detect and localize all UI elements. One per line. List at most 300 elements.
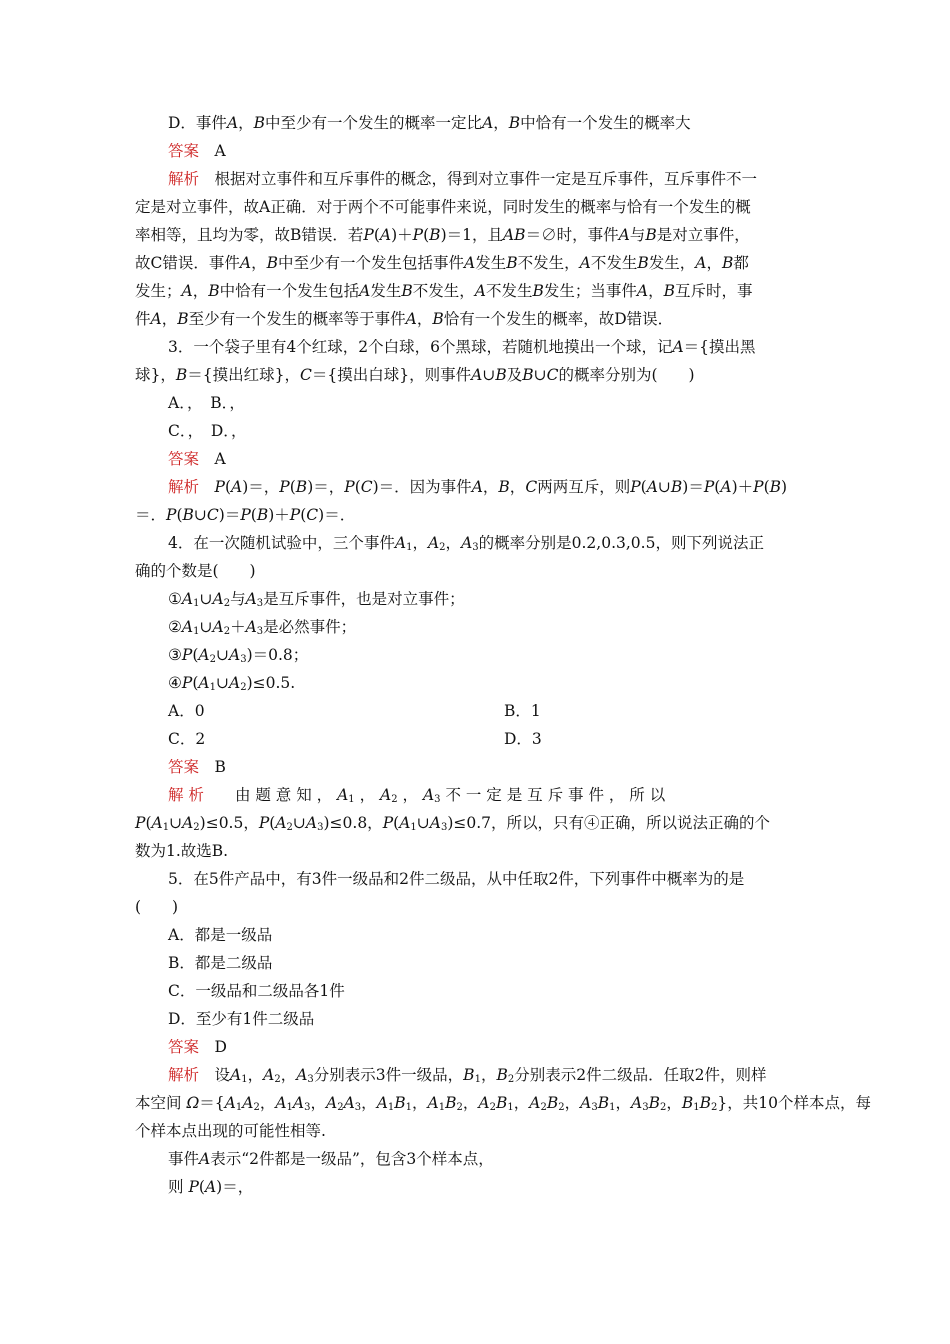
text-span: B: [645, 226, 657, 244]
text-span: 球}，: [135, 366, 176, 384]
text-span: B．1: [504, 702, 541, 720]
text-span: A: [199, 450, 226, 468]
subscript: 2: [286, 822, 293, 833]
text-span: (: [145, 814, 152, 832]
text-span: 发生，: [648, 254, 696, 272]
text-span: ∪: [215, 646, 229, 664]
text-span: B: [199, 758, 226, 776]
text-span: A: [296, 1066, 308, 1084]
subscript: 1: [193, 626, 200, 637]
subscript: 1: [609, 1102, 616, 1113]
text-line-l31: [135, 897, 178, 917]
text-span: 发生；当事件: [543, 282, 637, 300]
text-span: P: [412, 226, 424, 244]
text-span: )＝，: [307, 478, 345, 496]
text-span: (: [640, 478, 647, 496]
text-line-l5: [135, 225, 750, 245]
text-span: 的概率分别为( ): [558, 366, 695, 384]
text-span: A: [405, 310, 417, 328]
text-span: ＝．: [135, 506, 167, 524]
text-span: 与: [629, 226, 646, 244]
text-span: 不 一 定 是 互 斥 事 件 ， 所 以: [440, 786, 666, 804]
text-span: (: [269, 814, 276, 832]
text-span: 确的个数是( ): [135, 562, 256, 580]
text-span: A．， B．，: [168, 394, 245, 412]
text-span: )＝1，且: [440, 226, 503, 244]
text-span: )≤0.7，所以，只有④正确，所以说法正确的个: [447, 814, 771, 832]
text-span: ②: [168, 618, 182, 636]
text-span: ，: [251, 254, 267, 272]
text-span: ( ): [135, 898, 179, 916]
subscript: 1: [162, 822, 170, 833]
text-span: ∪: [199, 590, 213, 608]
text-span: A: [695, 254, 707, 272]
text-span: 分别表示2件二级品．任取2件，则样: [514, 1066, 767, 1084]
text-span: ∪: [533, 366, 547, 384]
text-span: A: [394, 534, 407, 552]
text-span: 件: [135, 310, 151, 328]
text-span: A: [471, 366, 483, 384]
text-span: ): [781, 478, 788, 496]
subscript: 3: [240, 654, 247, 665]
subscript: 2: [391, 794, 398, 805]
subscript: 2: [659, 1102, 667, 1113]
text-span: B: [256, 506, 269, 524]
subscript: 2: [253, 1102, 260, 1113]
text-span: A: [482, 114, 494, 132]
text-span: A: [198, 674, 210, 692]
text-span: A: [579, 254, 591, 272]
text-span: ，: [509, 478, 526, 496]
subscript: 3: [642, 1102, 649, 1113]
text-span: A: [337, 786, 349, 804]
text-span: 与: [230, 590, 246, 608]
text-span: 不发生: [590, 254, 638, 272]
text-span: B: [546, 1094, 559, 1112]
text-span: A: [198, 646, 210, 664]
text-span: P: [181, 646, 193, 664]
text-span: P: [289, 506, 301, 524]
text-span: P: [344, 478, 355, 496]
text-line-l6: [135, 253, 749, 273]
text-span: )＝．因为事件: [372, 478, 472, 496]
text-span: P: [630, 478, 641, 496]
subscript: 3: [256, 598, 264, 609]
text-span: 5．在5件产品中，有3件一级品和2件二级品，从中任取2件，下列事件中概率为的是: [168, 870, 745, 888]
text-span: B: [445, 1094, 457, 1112]
text-span: (: [423, 226, 430, 244]
subscript: 1: [693, 1102, 700, 1113]
text-span: )≤0.5，: [199, 814, 259, 832]
subscript: 1: [193, 598, 200, 609]
text-line-l38: [135, 1093, 871, 1113]
text-line-l8: [135, 309, 673, 329]
text-span: A: [464, 254, 476, 272]
text-span: P: [363, 226, 374, 244]
text-span: ∪: [416, 814, 430, 832]
text-span: 发生；: [135, 282, 182, 300]
text-span: 事件: [168, 1150, 200, 1168]
text-span: B: [495, 1094, 508, 1112]
text-span: P: [166, 506, 177, 524]
text-span: A: [630, 1094, 643, 1112]
subscript: 1: [474, 1074, 481, 1085]
text-span: ，: [247, 1066, 264, 1084]
text-span: 发生: [475, 254, 507, 272]
text-span: A: [181, 590, 194, 608]
text-span: (: [192, 674, 199, 692]
subscript: 2: [193, 822, 200, 833]
text-span: (: [289, 478, 296, 496]
text-span: A: [618, 226, 630, 244]
text-span: A: [529, 1094, 541, 1112]
text-span: 不发生: [485, 282, 533, 300]
text-span: )＝，: [242, 478, 280, 496]
text-span: 都: [733, 254, 749, 272]
text-span: ，: [161, 310, 178, 328]
text-line-l15: [135, 505, 355, 525]
text-span: C: [360, 478, 373, 496]
text-line-l11: [168, 393, 245, 413]
text-span: ∪: [215, 674, 229, 692]
answer-label: 解析: [168, 1066, 200, 1084]
text-span: B: [432, 310, 444, 328]
text-line-l28: [135, 813, 770, 833]
text-span: ④: [168, 674, 182, 692]
subscript: 3: [472, 542, 479, 553]
text-span: A: [720, 478, 732, 496]
subscript: 3: [354, 1102, 362, 1113]
text-span: A: [305, 814, 318, 832]
text-span: 不发生，: [412, 282, 475, 300]
text-span: A: [181, 618, 194, 636]
text-span: 个样本点出现的可能性相等.: [135, 1122, 326, 1140]
text-span: )≤0.8，: [323, 814, 383, 832]
text-span: A: [226, 114, 239, 132]
text-span: B: [769, 478, 782, 496]
text-span: C: [546, 366, 559, 384]
text-span: ，: [354, 786, 381, 804]
text-span: 两两互斥，则: [537, 478, 631, 496]
text-span: A: [182, 814, 194, 832]
text-span: A: [212, 618, 224, 636]
text-span: B: [670, 478, 683, 496]
text-span: ∪: [193, 506, 207, 524]
subscript: 2: [489, 1102, 496, 1113]
subscript: 2: [558, 1102, 565, 1113]
subscript: 3: [256, 626, 264, 637]
text-span: 的概率分别是0.2,0.3,0.5，则下列说法正: [478, 534, 764, 552]
text-span: ∪: [482, 366, 496, 384]
text-line-l10: [135, 365, 695, 385]
text-line-l4: [135, 197, 751, 217]
text-span: ＋: [230, 618, 246, 636]
text-span: A: [359, 282, 371, 300]
text-span: ，: [416, 310, 433, 328]
text-span: ，: [564, 1094, 581, 1112]
text-span: A: [380, 786, 392, 804]
subscript: 1: [507, 1102, 514, 1113]
text-span: ，: [462, 1094, 479, 1112]
subscript: 1: [235, 1102, 243, 1113]
text-span: A．0: [168, 702, 205, 720]
text-span: P: [703, 478, 715, 496]
text-span: (: [393, 814, 400, 832]
text-span: C: [306, 506, 319, 524]
text-line-l29: [135, 841, 228, 861]
subscript: 1: [410, 822, 417, 833]
text-span: 是互斥事件，也是对立事件；: [263, 590, 465, 608]
text-span: ，: [280, 1066, 297, 1084]
text-span: A: [245, 618, 257, 636]
subscript: 1: [405, 1102, 413, 1113]
text-span: B: [253, 114, 266, 132]
subscript: 3: [304, 1102, 311, 1113]
text-span: B: [394, 1094, 406, 1112]
text-line-l12: [168, 421, 247, 441]
text-span: A: [343, 1094, 355, 1112]
subscript: 2: [274, 1074, 281, 1085]
text-span: A．都是一级品: [168, 926, 273, 944]
text-line-l18: [168, 589, 465, 609]
text-span: ③: [168, 646, 182, 664]
text-span: P: [214, 478, 225, 496]
text-span: A: [672, 338, 684, 356]
text-span: ＝{摸出红球}，: [187, 366, 300, 384]
text-span: (: [198, 1178, 205, 1196]
text-span: ∪: [292, 814, 306, 832]
text-line-l25: [504, 729, 542, 749]
text-span: Ω: [186, 1094, 200, 1112]
text-span: B: [498, 478, 510, 496]
text-line-l23: [504, 701, 541, 721]
text-span: A: [242, 1094, 254, 1112]
text-line-l21: [168, 673, 295, 693]
answer-label: 答案: [168, 450, 200, 468]
text-span: ∪: [169, 814, 183, 832]
text-span: ＝{: [199, 1094, 225, 1112]
text-span: A: [429, 814, 441, 832]
text-span: ＝{摸出白球}，则事件: [311, 366, 472, 384]
text-span: )＝．: [318, 506, 356, 524]
text-span: ＝{摸出黑: [683, 338, 756, 356]
text-span: 恰有一个发生的概率，故D错误．: [443, 310, 674, 328]
text-span: B: [429, 226, 441, 244]
text-span: )≤0.5.: [246, 674, 296, 692]
text-span: A: [376, 1094, 388, 1112]
text-span: 表示“2件都是一级品”，包含3个样本点，: [210, 1150, 494, 1168]
text-span: ，: [648, 282, 664, 300]
text-line-l40: [168, 1149, 494, 1169]
text-span: P: [753, 478, 764, 496]
subscript: 3: [307, 1074, 314, 1085]
subscript: 3: [317, 822, 324, 833]
text-span: A: [239, 254, 252, 272]
text-span: (: [224, 478, 232, 496]
text-span: ，: [513, 1094, 530, 1112]
text-span: A: [212, 590, 224, 608]
subscript: 2: [209, 654, 216, 665]
text-span: A: [427, 1094, 439, 1112]
text-span: 定是对立事件，故A正确．对于两个不可能事件来说，同时发生的概率与恰有一个发生的概: [135, 198, 751, 216]
text-span: C: [525, 478, 538, 496]
text-span: A: [228, 674, 241, 692]
text-span: 是必然事件；: [263, 618, 357, 636]
text-span: ，: [412, 1094, 428, 1112]
text-span: (: [176, 506, 183, 524]
text-line-l24: [168, 729, 205, 749]
text-span: A: [399, 814, 411, 832]
text-span: B: [681, 1094, 694, 1112]
text-line-l1: [168, 113, 691, 133]
text-span: A: [230, 1066, 242, 1084]
subscript: 1: [209, 682, 216, 693]
text-span: A: [636, 282, 649, 300]
answer-label: 解析: [168, 478, 200, 496]
subscript: 3: [434, 794, 441, 805]
answer-label: 答案: [168, 758, 200, 776]
text-span: B: [506, 254, 518, 272]
text-span: A: [231, 478, 243, 496]
text-span: A: [580, 1094, 592, 1112]
text-span: D．3: [504, 730, 542, 748]
text-span: B: [721, 254, 734, 272]
text-span: 根据对立事件和互斥事件的概念，得到对立事件一定是互斥事件，互斥事件不一: [199, 170, 758, 188]
text-span: AB: [502, 226, 526, 244]
text-span: 是对立事件，: [656, 226, 750, 244]
text-span: A: [461, 534, 473, 552]
text-span: D．至少有1件二级品: [168, 1010, 315, 1028]
text-span: )＋: [268, 506, 290, 524]
text-span: 及: [506, 366, 523, 384]
text-span: B: [597, 1094, 610, 1112]
text-span: (: [763, 478, 770, 496]
text-span: A: [478, 1094, 490, 1112]
subscript: 2: [507, 1074, 515, 1085]
text-span: B: [175, 366, 188, 384]
subscript: 2: [223, 598, 231, 609]
subscript: 1: [348, 794, 355, 805]
text-span: ，: [412, 534, 428, 552]
text-span: C: [206, 506, 219, 524]
text-span: B: [532, 282, 544, 300]
text-span: ∪: [657, 478, 671, 496]
text-span: 数为1.故选B.: [135, 842, 229, 860]
text-line-l34: [168, 981, 345, 1001]
text-line-l3: [168, 169, 757, 189]
text-line-l33: [168, 953, 272, 973]
text-span: B: [699, 1094, 711, 1112]
text-span: ，: [238, 114, 254, 132]
text-span: (: [373, 226, 380, 244]
answer-label: 解析: [168, 170, 200, 188]
text-span: B: [495, 366, 507, 384]
text-line-l2: [168, 141, 226, 161]
text-span: A: [422, 786, 435, 804]
text-line-l27: [168, 785, 665, 805]
text-span: B．都是二级品: [168, 954, 273, 972]
text-span: (: [192, 646, 199, 664]
text-span: ，: [493, 114, 509, 132]
text-line-l30: [168, 869, 744, 889]
text-span: A: [150, 310, 162, 328]
text-span: A: [199, 142, 226, 160]
text-line-l26: [168, 757, 226, 777]
text-span: A: [292, 1094, 305, 1112]
text-line-l32: [168, 925, 272, 945]
text-span: A: [245, 590, 257, 608]
text-span: D．事件: [168, 114, 227, 132]
text-span: )＝: [218, 506, 241, 524]
text-span: )＝0.8；: [246, 646, 309, 664]
text-span: B: [648, 1094, 660, 1112]
subscript: 1: [406, 542, 413, 553]
text-line-l39: [135, 1121, 326, 1141]
text-line-l9: [168, 337, 756, 357]
text-span: C．， D．，: [168, 422, 247, 440]
text-line-l7: [135, 281, 753, 301]
text-span: )＝，: [216, 1178, 254, 1196]
text-span: ，: [259, 1094, 276, 1112]
text-span: B: [208, 282, 220, 300]
text-span: 分别表示3件一级品，: [313, 1066, 464, 1084]
subscript: 3: [591, 1102, 598, 1113]
text-span: A: [263, 1066, 275, 1084]
text-line-l36: [168, 1037, 227, 1057]
text-span: B: [508, 114, 521, 132]
text-span: }，共10个样本点，每: [717, 1094, 871, 1112]
text-span: ，: [361, 1094, 377, 1112]
text-span: A: [228, 646, 241, 664]
subscript: 2: [240, 682, 247, 693]
text-span: ，: [482, 478, 499, 496]
text-span: B: [463, 1066, 475, 1084]
text-span: ＝∅时，事件: [525, 226, 619, 244]
text-line-l19: [168, 617, 356, 637]
text-span: B: [266, 254, 278, 272]
text-span: A: [275, 814, 287, 832]
text-span: ，: [615, 1094, 631, 1112]
subscript: 2: [439, 542, 446, 553]
text-span: 本空间: [135, 1094, 187, 1112]
text-span: A: [427, 534, 440, 552]
subscript: 1: [438, 1102, 446, 1113]
text-span: 4．在一次随机试验中，三个事件: [168, 534, 395, 552]
text-span: P: [135, 814, 146, 832]
subscript: 2: [540, 1102, 547, 1113]
subscript: 1: [241, 1074, 248, 1085]
text-span: A: [199, 1150, 211, 1168]
text-span: 不发生，: [517, 254, 580, 272]
text-line-l35: [168, 1009, 314, 1029]
text-span: 中至少有一个发生的概率一定比: [265, 114, 483, 132]
text-line-l22: [168, 701, 205, 721]
text-span: C．2: [168, 730, 206, 748]
text-span: 至少有一个发生的概率等于事件: [188, 310, 406, 328]
text-span: A: [326, 1094, 338, 1112]
text-span: P: [188, 1178, 199, 1196]
text-span: 中至少有一个发生包括事件: [277, 254, 464, 272]
text-span: A: [151, 814, 163, 832]
text-span: D: [199, 1038, 227, 1056]
text-span: 设: [199, 1066, 231, 1084]
text-span: )＝: [682, 478, 704, 496]
text-span: ，: [192, 282, 209, 300]
text-span: ∪: [199, 618, 213, 636]
text-span: A: [275, 1094, 287, 1112]
text-span: (: [250, 506, 257, 524]
text-span: )＋: [731, 478, 754, 496]
